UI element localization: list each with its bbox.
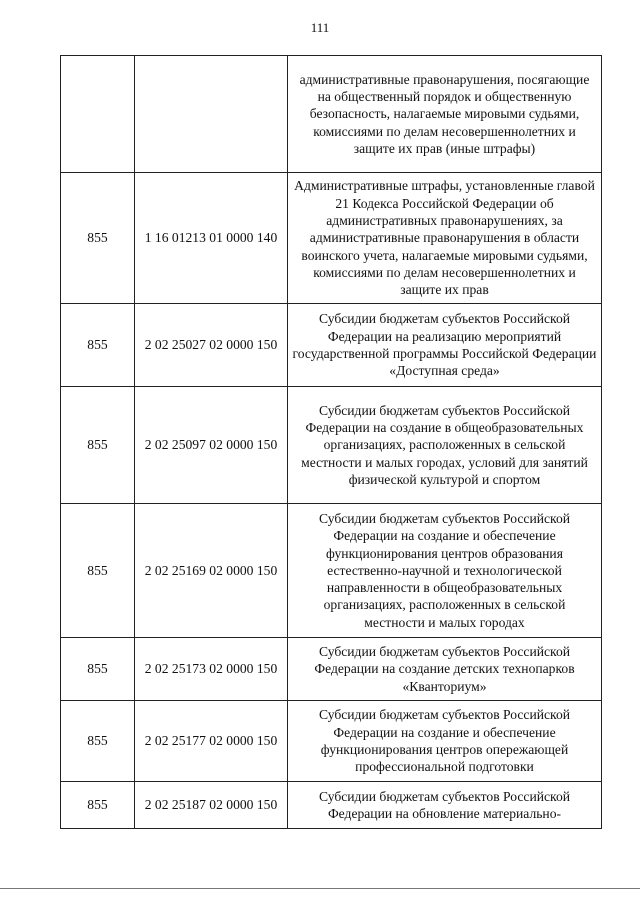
budget-code-cell: 2 02 25173 02 0000 150 [135,638,288,701]
admin-code-cell: 855 [61,638,135,701]
admin-code-cell: 855 [61,782,135,829]
budget-codes-table [60,55,602,829]
table-row [61,56,602,173]
description-cell: административные правонарушения, посягающие на общественный порядок и общественную безопасность, налагаемые мировыми судьями, комиссиями по делам несовершеннолетних и защите их прав (иные штрафы) [288,56,602,173]
budget-code-cell: 1 16 01213 01 0000 140 [135,173,288,304]
table-row [61,504,602,638]
admin-code-cell: 855 [61,504,135,638]
admin-code-cell: 855 [61,701,135,782]
budget-code-cell: 2 02 25169 02 0000 150 [135,504,288,638]
admin-code-cell: 855 [61,304,135,387]
table-row [61,782,602,829]
page-number: 111 [310,20,330,35]
budget-code-cell: 2 02 25097 02 0000 150 [135,387,288,504]
table-row [61,173,602,304]
table-row [61,304,602,387]
admin-code-cell [61,56,135,173]
budget-code-cell: 2 02 25177 02 0000 150 [135,701,288,782]
table-row [61,387,602,504]
budget-code-cell [135,56,288,173]
budget-code-cell: 2 02 25187 02 0000 150 [135,782,288,829]
description-cell: Субсидии бюджетам субъектов Российской Федерации на создание в общеобразовательных организациях, расположенных в сельской местности и малых городах, условий для занятий физической культурой и спортом [288,387,602,504]
admin-code-cell: 855 [61,387,135,504]
table-row [61,701,602,782]
description-cell: Субсидии бюджетам субъектов Российской Федерации на создание и обеспечение функционирования центров опережающей профессиональной подготовки [288,701,602,782]
table-row [61,638,602,701]
description-cell: Субсидии бюджетам субъектов Российской Федерации на обновление материально- [288,782,602,829]
description-cell: Субсидии бюджетам субъектов Российской Федерации на реализацию мероприятий государственной программы Российской Федерации «Доступная среда» [288,304,602,387]
description-cell: Субсидии бюджетам субъектов Российской Федерации на создание и обеспечение функционирования центров образования естественно-научной и технологической направленности в общеобразовательных организациях, расположенных в сельской местности и малых городах [288,504,602,638]
admin-code-cell: 855 [61,173,135,304]
page-bottom-divider [0,888,640,889]
description-cell: Субсидии бюджетам субъектов Российской Федерации на создание детских технопарков «Кванториум» [288,638,602,701]
description-cell: Административные штрафы, установленные главой 21 Кодекса Российской Федерации об административных правонарушениях, за административные правонарушения в области воинского учета, налагаемые мировыми судьями, комиссиями по делам несовершеннолетних и защите их прав [288,173,602,304]
budget-code-cell: 2 02 25027 02 0000 150 [135,304,288,387]
